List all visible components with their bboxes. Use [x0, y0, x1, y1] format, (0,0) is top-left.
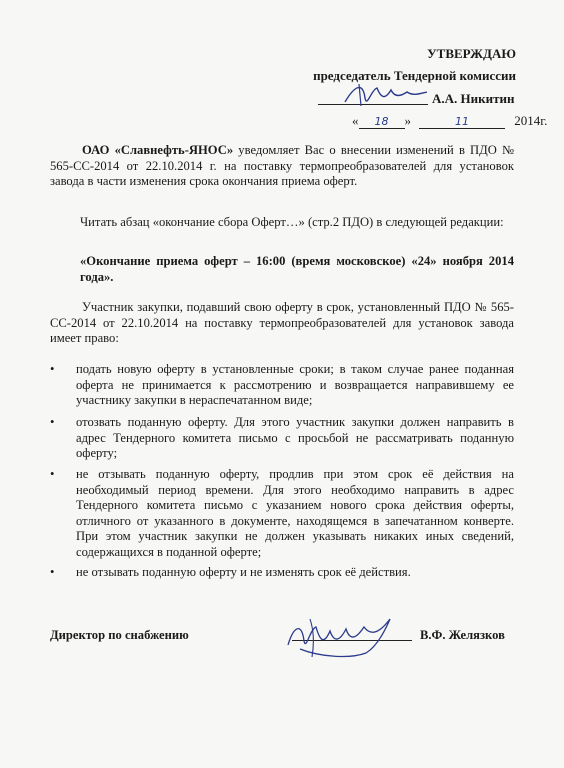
bullet-icon: • — [50, 467, 55, 481]
notice-paragraph — [50, 143, 514, 190]
approval-role: председатель Тендерной комиссии — [313, 68, 516, 83]
list-item-text: не отзывать поданную оферту, продлив при этом срок её действия на необходимый период времени. Для этого необходимо направить в адрес Тендерного комитета письмо с указанием нового срока действия оферты, отличного от указанного в документе, находящемся в запечатанном конверте. При этом участник закупки не должен указывать никаких иных сведений, содержащихся в поданной оферте; — [76, 467, 514, 559]
signer-name: В.Ф. Желязков — [420, 628, 505, 642]
date-year: 2014г. — [514, 113, 548, 128]
director-signature-icon — [280, 605, 420, 665]
bullet-icon: • — [50, 362, 55, 376]
company-name: ОАО «Славнефть-ЯНОС» — [82, 143, 234, 157]
date-open-quote: « — [352, 113, 359, 128]
date-day: 18 — [359, 115, 405, 129]
approval-signature-icon — [335, 80, 435, 110]
list-item-text: не отзывать поданную оферту и не изменять срок её действия. — [76, 565, 411, 579]
new-deadline: «Окончание приема оферт – 16:00 (время московское) «24» ноября 2014 года». — [80, 254, 514, 284]
date-month: 11 — [419, 115, 505, 129]
list-item-text: подать новую оферту в установленные сроки; в таком случае ранее поданная оферта не принимается к рассмотрению и возвращается направившему ее участнику закупки в нераспечатанном виде; — [76, 362, 514, 408]
date-close-quote: » — [404, 113, 411, 128]
read-instruction: Читать абзац «окончание сбора Оферт…» (стр.2 ПДО) в следующей редакции: — [80, 215, 504, 229]
bullet-icon: • — [50, 415, 55, 429]
approval-name: А.А. Никитин — [432, 91, 515, 106]
notice-text: уведомляет Вас о внесении изменений в ПДО № 565-СС-2014 от 22.10.2014 г. на поставку термопреобразователей для установок завода в части изменения срока окончания приема оферт. — [50, 143, 514, 189]
list-item-text: отозвать поданную оферту. Для этого участник закупки должен направить в адрес Тендерного комитета письмо с просьбой не рассматривать поданную оферту; — [76, 415, 514, 461]
bullet-icon: • — [50, 565, 55, 579]
signer-role: Директор по снабжению — [50, 628, 189, 642]
rights-intro: Участник закупки, подавший свою оферту в срок, установленный ПДО № 565-СС-2014 от 22.10.2014 на поставку термопреобразователей для установок завода имеет право: — [50, 300, 514, 346]
approval-title: УТВЕРЖДАЮ — [427, 46, 516, 61]
approval-date — [352, 113, 547, 129]
